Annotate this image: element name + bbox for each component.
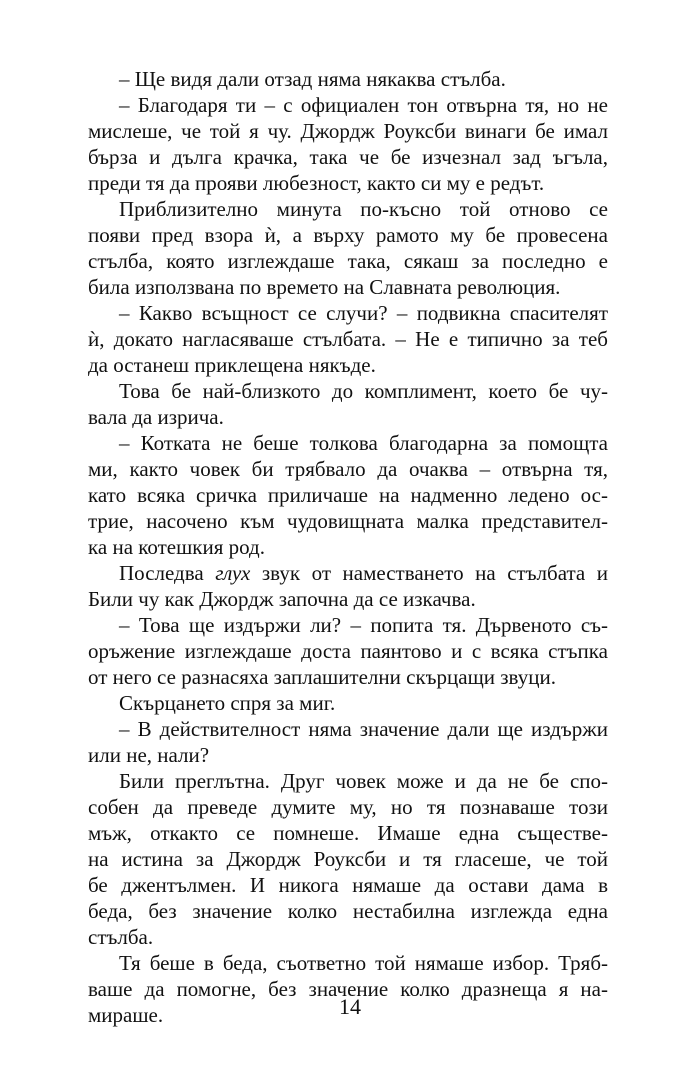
text-line: да останеш приклещена някъде. xyxy=(88,353,376,377)
text-line: Това бе най-близкото до комплимент, което бе чу- xyxy=(119,379,608,403)
text-line: – В действителност няма значение дали ще издържи xyxy=(119,717,608,741)
italic-word: глух xyxy=(215,561,251,585)
text-line: оръжение изглеждаше доста паянтово и с всяка стъпка xyxy=(88,639,608,663)
text-line: собен да преведе думите му, но тя познаваше този xyxy=(88,795,608,819)
text-line: мъж, откакто се помнеше. Имаше една съществе- xyxy=(88,821,608,845)
text-line: бърза и дълга крачка, така че бе изчезнал зад ъгъла, xyxy=(88,145,608,169)
text-line: Били преглътна. Друг човек може и да не бе спо- xyxy=(119,769,608,793)
text-line: на истина за Джордж Роуксби и тя гласеше, че той xyxy=(88,847,608,871)
text-line: стълба. xyxy=(88,925,154,949)
text-line: от него се разнасяха заплашителни скърцащи звуци. xyxy=(88,665,556,689)
text-line: ваше да помогне, без значение колко дразнеща я на- xyxy=(88,977,608,1001)
text-line: появи пред взора ѝ, а върху рамото му бе провесена xyxy=(88,223,608,247)
text-line: като всяка сричка приличаше на надменно ледено ос- xyxy=(88,483,608,507)
text-run: Последва xyxy=(119,561,216,585)
text-line: – Котката не беше толкова благодарна за помощта xyxy=(119,431,608,455)
text-line: Скърцането спря за миг. xyxy=(119,691,336,715)
text-line: бе джентълмен. И никога нямаше да остави дама в xyxy=(88,873,608,897)
text-line: преди тя да прояви любезност, както си му е редът. xyxy=(88,171,545,195)
text-line: беда, без значение колко нестабилна изглежда една xyxy=(88,899,608,923)
text-line: вала да изрича. xyxy=(88,405,224,429)
text-line xyxy=(88,560,608,586)
text-line: мислеше, че той я чу. Джордж Роуксби винаги бе имал xyxy=(88,119,608,143)
text-line: – Какво всъщност се случи? – подвикна спасителят xyxy=(119,301,608,325)
text-line: – Ще видя дали отзад няма някаква стълба. xyxy=(119,67,506,91)
text-line: – Това ще издържи ли? – попита тя. Дървеното съ- xyxy=(119,613,608,637)
text-line: мираше. xyxy=(88,1003,164,1027)
text-line: ѝ, докато нагласяваше стълбата. – Не е типично за теб xyxy=(88,327,608,351)
text-line: била използвана по времето на Славната революция. xyxy=(88,275,561,299)
text-line: Тя беше в беда, съответно той нямаше избор. Тряб- xyxy=(119,951,608,975)
text-line: – Благодаря ти – с официален тон отвърна тя, но не xyxy=(119,93,608,117)
text-line: ми, както човек би трябвало да очаква – отвърна тя, xyxy=(88,457,608,481)
text-line: Били чу как Джордж започна да се изкачва. xyxy=(88,587,476,611)
text-line: трие, насочено към чудовищната малка представител- xyxy=(88,509,608,533)
text-line: ка на котешкия род. xyxy=(88,535,265,559)
page-number: 14 xyxy=(339,994,361,1019)
text-run: звук от наместването на стълбата и xyxy=(250,561,608,585)
text-line: или не, нали? xyxy=(88,743,210,767)
text-line: Приблизително минута по-късно той отново се xyxy=(119,197,608,221)
text-line: стълба, която изглеждаше така, сякаш за последно е xyxy=(88,249,608,273)
